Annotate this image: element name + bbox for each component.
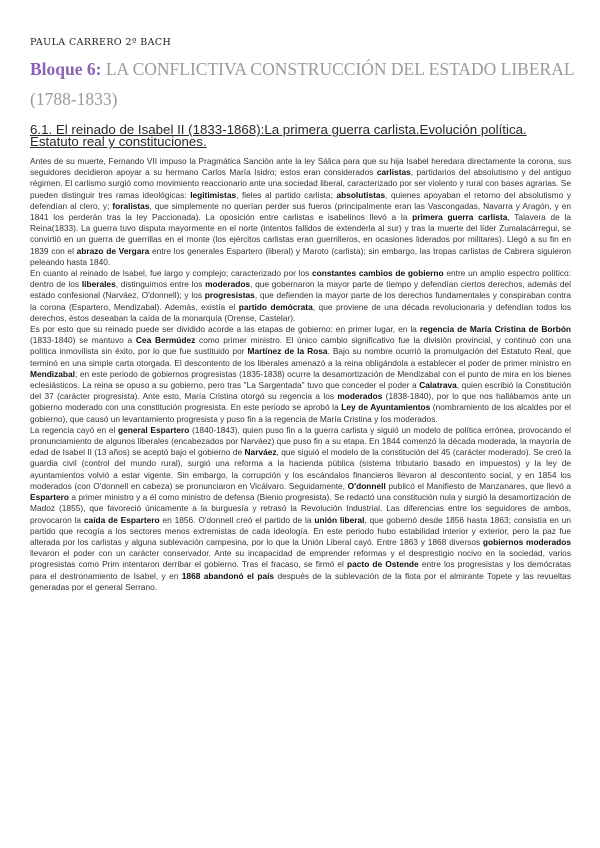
emphasis-text: progresistas bbox=[204, 290, 255, 301]
paragraph-text: , fieles al partido carlista; bbox=[236, 189, 337, 200]
paragraph-text: como primer ministro. El único cambio significativo fue la división provincial, y continuó con una política inmovilista sin éxito, por lo que fue sustituido por bbox=[30, 335, 572, 357]
paragraph-text: llevaron el poder con un carácter conservador. Ante su incapacidad de emprender reformas y el desprestigio nocivo en la sociedad, varios progresistas como Prim intentaron derribar el gobierno. Tras el fracaso, se firmó el bbox=[30, 548, 571, 570]
paragraph-text: , que gobernaron la mayor parte de tiempo y defendían ciertos derechos, además del estado confesional (Narváez, O'donnell); y los bbox=[30, 279, 571, 301]
paragraph-text: , quien escribió la Constitución del 37 (carácter progresista). Ante esto, María Cristina otorgó su regencia a los bbox=[30, 380, 572, 402]
emphasis-text: Mendizabal bbox=[30, 368, 75, 379]
paragraph-text: entre un amplio espectro político: dentro de los bbox=[30, 268, 571, 290]
emphasis-text: Martínez de la Rosa bbox=[247, 346, 328, 357]
emphasis-text: Espartero bbox=[30, 492, 69, 503]
paragraph-text: Es por esto que su reinado puede ser dividido acorde a las etapas de gobierno: en primer lugar, en la bbox=[30, 324, 420, 335]
body-text bbox=[30, 156, 571, 593]
emphasis-text: pacto de Ostende bbox=[347, 559, 419, 570]
paragraph-text: en 1856. O'donnell creó el partido de la bbox=[159, 514, 315, 525]
emphasis-text: Calatrava bbox=[419, 380, 457, 391]
paragraph-text: ; en este periodo de gobiernos progresistas (1835-1838) ocurre la desamortización de Mendizabal con el punto de mira en los bienes eclesiásticos. La reina se opuso a su gobierno, pero tras "La Sargentada" tuvo que conceder el poder a bbox=[30, 368, 571, 391]
paragraph-text: (1838-1840), por lo que nos hallábamos ante un gobierno moderado con una constitución progresista. En este periodo se aprobó la bbox=[30, 391, 571, 413]
emphasis-text: legitimistas bbox=[190, 189, 237, 200]
paragraph-text: , partidarios del absolutismo y del antiguo régimen. El carlismo surgió como movimiento reaccionario ante una sociedad liberal, caracterizado por ser violento y rural con bases agrarias. Se pueden distinguir tres ramas ideológicas: bbox=[30, 167, 571, 200]
paragraph-text: , distinguimos entre los bbox=[115, 279, 206, 290]
paragraph-text: entre los progresistas y los demócratas para el destronamiento de Isabel, y en bbox=[30, 559, 572, 581]
emphasis-text: Cea Bermúdez bbox=[135, 335, 196, 346]
paragraph-text: , que gobernó desde 1856 hasta 1863; consistía en un partido que recogía a los sectores menos extremistas de cada ideología. En este periodo hubo estabilidad interior y exterior, pero la paz fue alterada por los carlistas y alguna sublevación campesina, por lo que la Unión Liberal cayó. Entre 1863 y 1868 diversos bbox=[30, 514, 571, 547]
paragraph-text: (1840-1843), quien puso fin a la guerra carlista y siguió un modelo de política errónea, provocando el pronunciamiento de algunos liberales (encabezados por Narváez) que puso fin a su etapa. En 1844 comenzó la década moderada, la mayoría de edad de Isabel II (13 años) se aceptó bajo el gobierno de bbox=[30, 424, 572, 458]
paragraph-text: , que siguió el modelo de la constitución del 45 (carácter moderado). Se creó la guardia civil (control del mundo rural), surgió una reforma a la hacienda pública (sistema tributario basado en impuestos) y la ley de ayuntamientos volvió a estar vigente. Sin embargo, la corrupción y los escándalos financieros llevaron al descontento social, y en 1854 los moderados (con O'donnell en cabeza) se pronunciaron en Vicálvaro. Seguidamente, bbox=[30, 447, 571, 491]
emphasis-text: foralistas bbox=[112, 200, 150, 211]
paragraph-text: , que simplemente no querían perder sus fueros (principalmente eran las Vascongadas, Navarra y Aragón, y en 1841 los perderán tras la ley Paccionada). La oposición entre carlistas e isabelinos llevó a la bbox=[30, 200, 571, 223]
emphasis-text: moderados bbox=[205, 279, 251, 290]
emphasis-text: 1868 abandonó el país bbox=[181, 570, 275, 581]
emphasis-text: regencia de María Cristina de Borbón bbox=[419, 324, 572, 335]
emphasis-text: constantes cambios de gobierno bbox=[312, 268, 444, 279]
paragraph-text: después de la sublevación de la flota por el almirante Topete y las revueltas generadas por el general Serrano. bbox=[30, 570, 571, 592]
emphasis-text: caída de Espartero bbox=[83, 514, 160, 525]
emphasis-text: abrazo de Vergara bbox=[76, 245, 150, 256]
emphasis-text: moderados bbox=[337, 391, 383, 402]
paragraph-text: (1833-1840) se mantuvo a bbox=[30, 335, 136, 346]
paragraph-maria-cristina-regency bbox=[30, 324, 571, 425]
emphasis-text: Ley de Ayuntamientos bbox=[341, 402, 431, 413]
paragraph-text: Antes de su muerte, Fernando VII impuso la Pragmática Sanción ante la ley Sálica para que su hija Isabel heredara directamente la corona, sus seguidores decidieron apoyar a su hermano Carlos María Isidro; estos eran considerados bbox=[30, 156, 571, 178]
emphasis-text: liberales bbox=[81, 279, 116, 290]
emphasis-text: general Espartero bbox=[118, 424, 190, 435]
paragraph-carlist-war bbox=[30, 156, 571, 268]
author-line: PAULA CARRERO 2º BACH bbox=[30, 37, 172, 48]
emphasis-text: gobiernos moderados bbox=[482, 536, 571, 547]
paragraph-text: publicó el Manifiesto de Manzanares, que llevó a bbox=[385, 480, 571, 491]
emphasis-text: absolutistas bbox=[336, 189, 386, 200]
emphasis-text: carlistas bbox=[376, 167, 411, 178]
paragraph-text: , quienes apoyaban el retorno del absolutismo y defendían al clero, y; bbox=[30, 189, 572, 211]
emphasis-text: primera guerra carlista bbox=[412, 212, 508, 223]
emphasis-text: partido demócrata bbox=[238, 301, 313, 312]
paragraph-political-parties bbox=[30, 268, 571, 324]
paragraph-text: (nombramiento de los alcaldes por el gobierno), que causó un levantamiento progresista y puso fin a la regencia de María Cristina y los moderados. bbox=[30, 402, 571, 424]
paragraph-text: , Talavera de la Reina(1833). La guerra tuvo disputa mayormente en el norte (intentos fallidos de extenderla al sur) y tras la muerte del líder Zumalacárregui, se convirtió en un guerra de guerrillas en el monte (los ejércitos carlistas eran guerrilleros, en ocasiones liderados por militares). Llegó a su fin en 1839 con el bbox=[30, 212, 572, 256]
paragraph-text: , que proviene de una década revolucionaria y defendían todos los derechos, éstos deseaban la caída de la monarquía (Orense, Castelar). bbox=[30, 301, 571, 323]
section-heading: 6.1. El reinado de Isabel II (1833-1868):La primera guerra carlista.Evolución política. Estatuto real y constituciones. bbox=[30, 122, 527, 149]
paragraph-text: a primer ministro y a él como ministro de defensa (Bienio progresista). Se redactó una constitución nula y surgió la desamortización de Madoz (1855), que favoreció únicamente a la burguesía y retrasó la Revolución Industrial. Las diferencias entre los seguidores de ambos, provocaron la bbox=[30, 492, 571, 525]
paragraph-espartero-regency bbox=[30, 425, 571, 593]
emphasis-text: unión liberal bbox=[314, 514, 365, 525]
paragraph-text: , que defienden la mayor parte de los derechos fundamentales y conspiraban contra la corona (Espartero, Mendizabal). Además, existía el bbox=[30, 290, 571, 312]
block-title-text: LA CONFLICTIVA CONSTRUCCIÓN DEL ESTADO LIBERAL (1788-1833) bbox=[30, 59, 574, 109]
paragraph-text: . Bajo su nombre ocurrió la promulgación del Estatuto Real, que terminó en una simple carta otorgada. El descontento de los liberales amenazó a la reina obligándola a establecer el poder de primer ministro en bbox=[30, 346, 571, 368]
paragraph-text: En cuanto al reinado de Isabel, fue largo y complejo; caracterizado por los bbox=[30, 268, 313, 279]
block-label: Bloque 6: bbox=[30, 59, 102, 79]
paragraph-text: La regencia cayó en el bbox=[30, 424, 119, 435]
block-title bbox=[30, 54, 575, 114]
emphasis-text: O'donnell bbox=[347, 480, 386, 491]
paragraph-text: entre los generales Espartero (liberal) y Maroto (carlista); sin embargo, las tropas carlistas de Cabrera siguieron peleando hasta 1840. bbox=[30, 245, 572, 267]
emphasis-text: Narváez bbox=[244, 447, 277, 458]
